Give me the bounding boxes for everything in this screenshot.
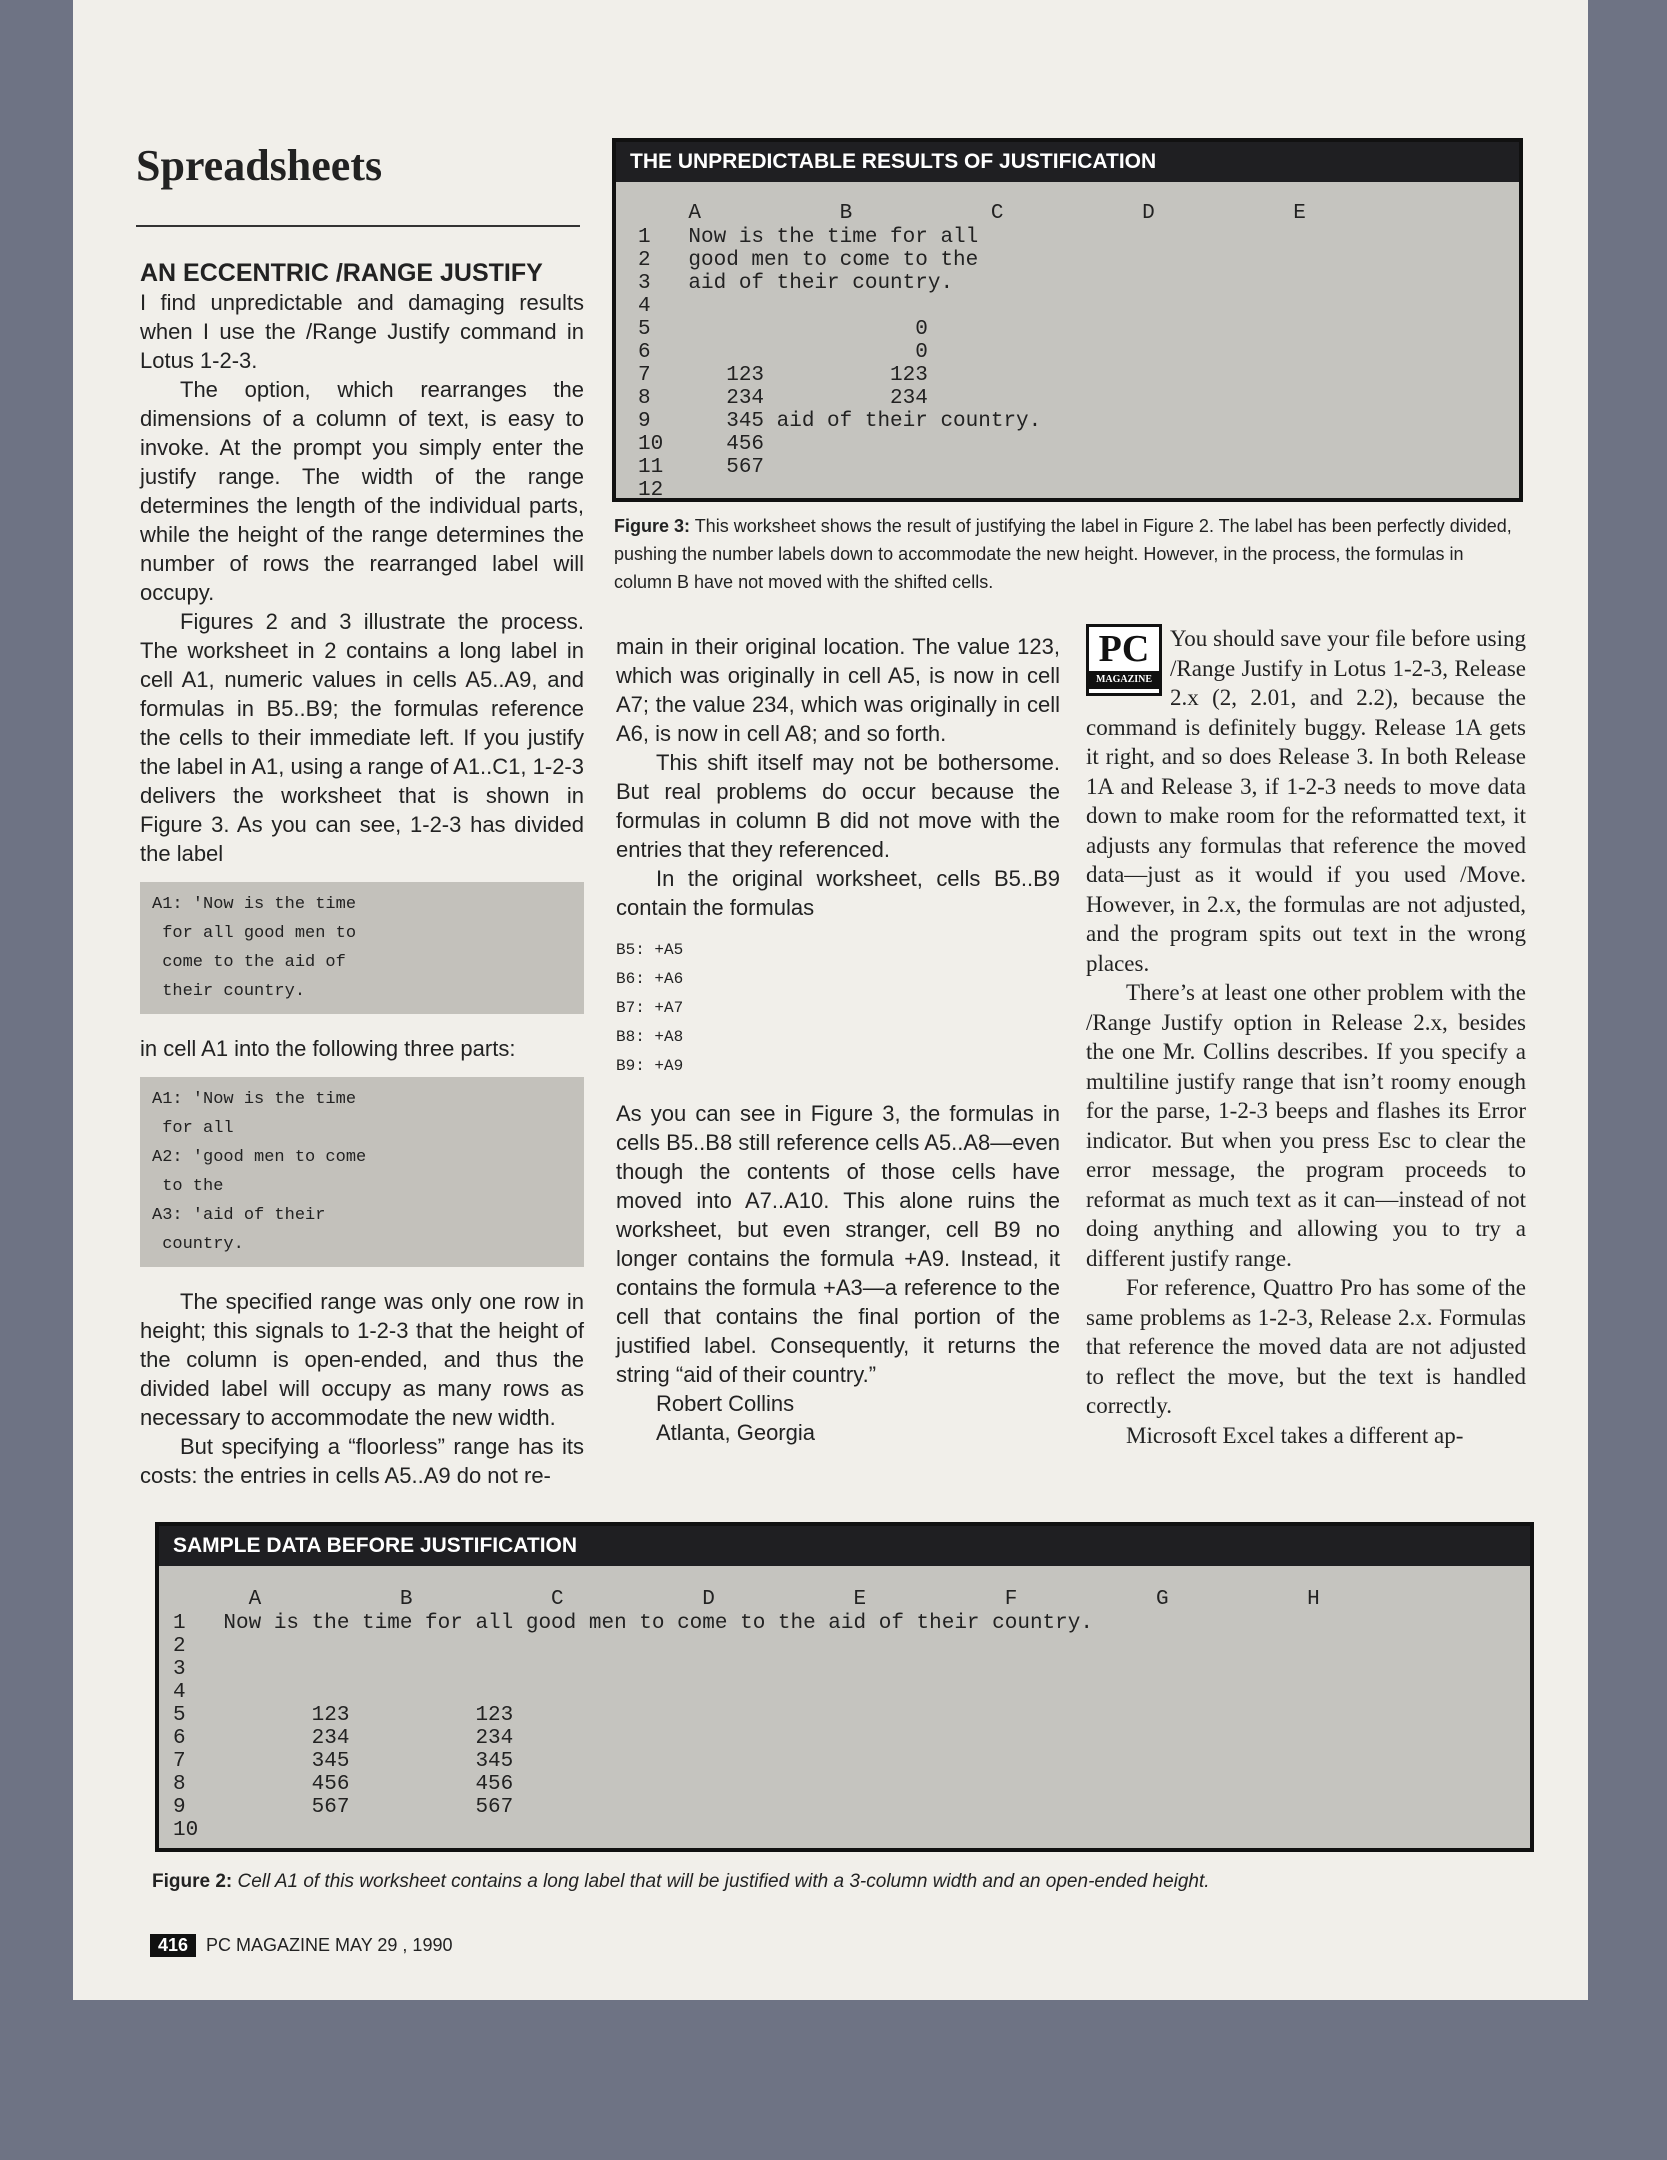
logo-label: MAGAZINE [1089,671,1159,689]
paragraph: You should save your file before using /Range Justify in Lotus 1-2-3, Release 2.x (2, 2.01, and 2.2), because the command is definitely buggy. Release 1A gets it right, and so does Release 3. In both Release 1A and Release 3, if 1-2-3 needs to move data down to make room for the reformatted text, it adjusts any formulas that reference the moved data—just as it would if you used /Move. However, in 2.x, the formulas are not adjusted, and the program spits out text in the wrong places. [1086,626,1526,976]
figure2-title: SAMPLE DATA BEFORE JUSTIFICATION [159,1526,1530,1566]
middle-column [616,632,1060,1447]
paragraph: But specifying a “floorless” range has its costs: the entries in cells A5..A9 do not re- [140,1434,584,1488]
section-rule [136,225,580,227]
signature-place: Atlanta, Georgia [656,1420,815,1445]
left-column [140,258,584,1490]
figure2-caption-label: Figure 2: [152,1871,233,1892]
paragraph: The specified range was only one row in height; this signals to 1-2-3 that the height of the column is open-ended, and thus the divided label will occupy as many rows as necessary to accommodate the new width. [140,1289,584,1430]
article-heading: AN ECCENTRIC /RANGE JUSTIFY [140,259,543,287]
paragraph: For reference, Quattro Pro has some of the same problems as 1-2-3, Release 2.x. Formulas that reference the moved data are not adjusted to reflect the move, but the text is handled correctly. [1086,1275,1526,1418]
footer-publication: PC MAGAZINE MAY 29 , 1990 [206,1935,453,1955]
code-sample-original-label: A1: 'Now is the time for all good men to come to the aid of their country. [140,882,584,1014]
paragraph: There’s at least one other problem with the /Range Justify option in Release 2.x, besides the one Mr. Collins describes. If you specify a multiline justify range that isn’t roomy enough for the parse, 1-2-3 beeps and flashes its Error indicator. But when you press Esc to clear the error message, the program proceeds to reformat as much text as it can—instead of not doing anything and allowing you to try a different justify range. [1086,980,1526,1271]
figure3-caption [614,512,1514,596]
paragraph: In the original worksheet, cells B5..B9 contain the formulas [616,866,1060,920]
section-title: Spreadsheets [136,141,383,190]
paragraph: As you can see in Figure 3, the formulas in cells B5..B8 still reference cells A5..A8—even though the contents of those cells have moved into A7..A10. This alone ruins the worksheet, but even stranger, cell B9 no longer contains the formula +A9. Instead, it contains the formula +A3—a reference to the cell that contains the final portion of the justified label. Consequently, it returns the string “aid of their country.” [616,1101,1060,1387]
code-sample-divided-label: A1: 'Now is the time for all A2: 'good men to come to the A3: 'aid of their country. [140,1077,584,1267]
pc-magazine-logo [1086,624,1162,696]
paragraph: in cell A1 into the following three parts: [140,1036,516,1061]
figure2-box [155,1522,1534,1852]
figure2-column-header: A B C D E F G H [173,1588,1320,1611]
figure2-worksheet: 1 Now is the time for all good men to come to the aid of their country. 2 3 4 5 123 123 6 234 234 7 345 345 8 456 456 9 567 567 10 [173,1612,1093,1842]
paragraph: This shift itself may not be bothersome. But real problems do occur because the formulas in column B did not move with the entries that they referenced. [616,750,1060,862]
paragraph: main in their original location. The value 123, which was originally in cell A5, is now in cell A7; the value 234, which was originally in cell A6, is now in cell A8; and so forth. [616,634,1060,746]
figure3-caption-text: This worksheet shows the result of justifying the label in Figure 2. The label has been perfectly divided, pushing the number labels down to accommodate the new height. However, in the process, the formulas in column B have not moved with the shifted cells. [614,516,1512,592]
figure3-box [612,138,1523,502]
figure2-caption [152,1868,1532,1896]
paragraph: I find unpredictable and damaging results when I use the /Range Justify command in Lotus 1-2-3. [140,290,584,373]
logo-letters: PC [1098,628,1150,670]
figure3-worksheet: 1 Now is the time for all 2 good men to come to the 3 aid of their country. 4 5 0 6 0 7 123 123 8 234 234 9 345 aid of their country. 10 456 11 567 12 [638,226,1042,502]
paragraph: The option, which rearranges the dimensions of a column of text, is easy to invoke. At the prompt you simply enter the justify range. The width of the range determines the length of the individual parts, while the height of the range determines the number of rows the rearranged label will occupy. [140,377,584,605]
figure3-caption-label: Figure 3: [614,516,691,536]
code-sample-formulas: B5: +A5 B6: +A6 B7: +A7 B8: +A8 B9: +A9 [616,941,684,1075]
signature-name: Robert Collins [656,1391,795,1416]
right-column [1086,624,1526,1450]
paragraph: Figures 2 and 3 illustrate the process. The worksheet in 2 contains a long label in cell A1, numeric values in cells A5..A9, and formulas in B5..B9; the formulas reference the cells to their immediate left. If you justify the label in A1, using a range of A1..C1, 1-2-3 delivers the worksheet that is shown in Figure 3. As you can see, 1-2-3 has divided the label [140,609,584,866]
figure3-title: THE UNPREDICTABLE RESULTS OF JUSTIFICATION [616,142,1519,182]
paragraph: Microsoft Excel takes a different ap- [1126,1422,1464,1448]
figure3-column-header: A B C D E [638,202,1306,225]
figure2-caption-text: Cell A1 of this worksheet contains a long label that will be justified with a 3-column width and an open-ended height. [232,1871,1210,1892]
page-number: 416 [150,1934,196,1957]
page-footer [150,1934,452,1957]
